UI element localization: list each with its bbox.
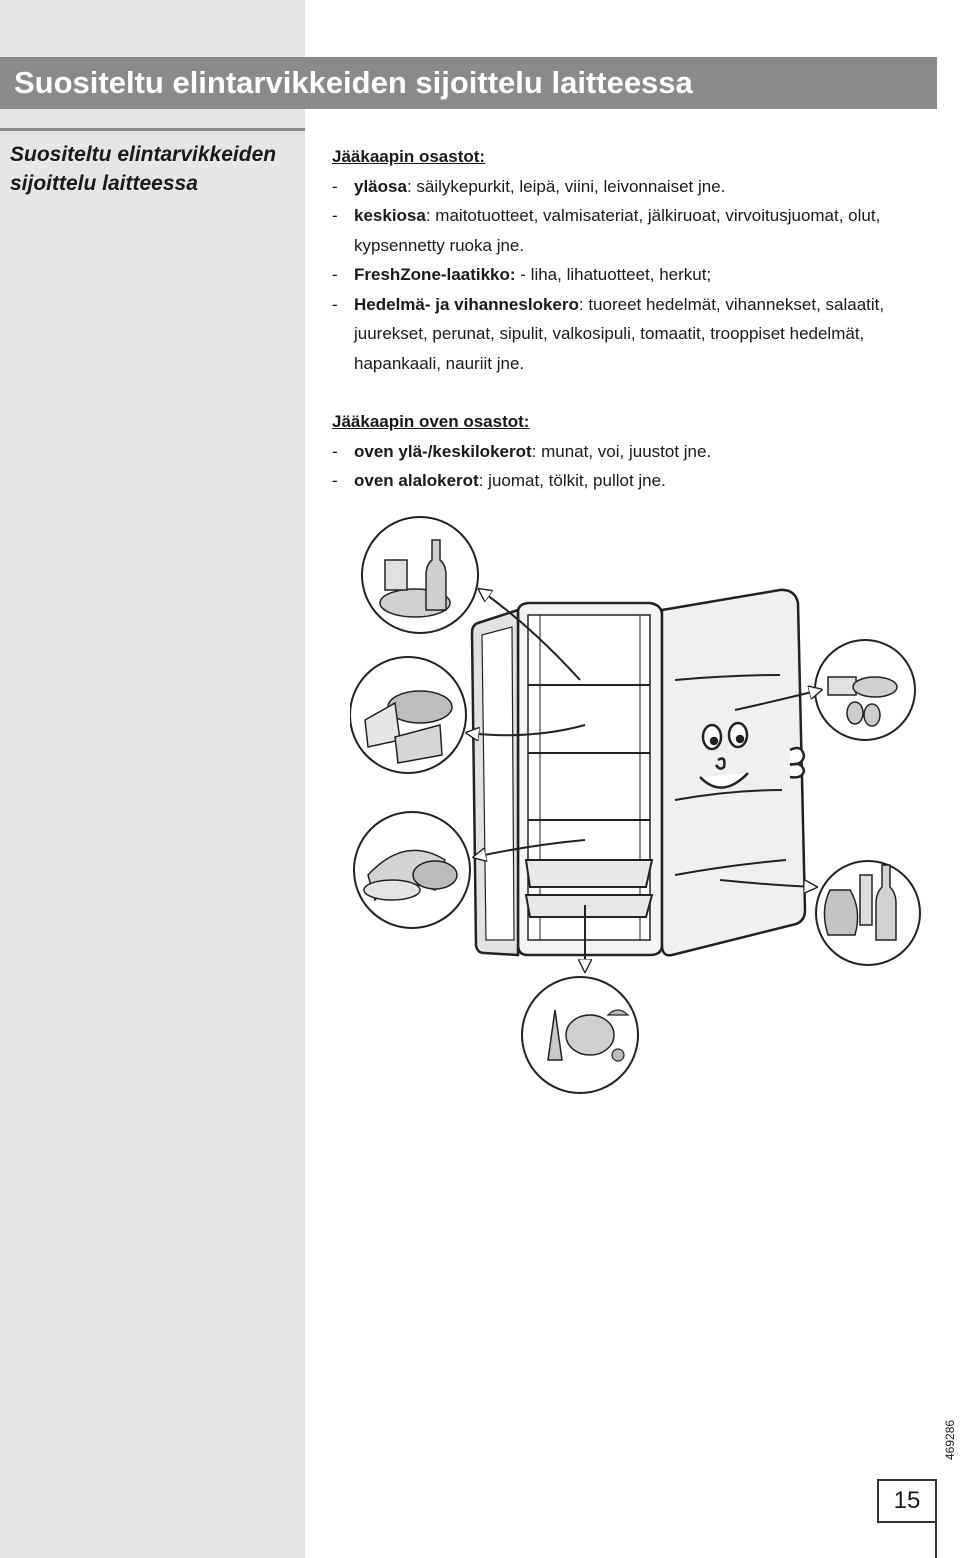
can-icon	[860, 875, 872, 925]
butter-icon	[828, 677, 856, 695]
side-rule	[0, 128, 305, 131]
door-sections-list	[332, 437, 942, 496]
page-number: 15	[877, 1479, 937, 1523]
document-number: 469286	[943, 1419, 957, 1460]
food-circle-top	[362, 517, 478, 633]
jug-icon	[824, 890, 857, 935]
food-circle-bottom	[522, 977, 638, 1093]
cheese-round-icon	[853, 677, 897, 697]
page-title: Suositeltu elintarvikkeiden sijoittelu laitteessa	[14, 65, 693, 100]
fridge-sections-list	[332, 172, 942, 379]
cherry-icon	[612, 1049, 624, 1061]
left-margin-band	[0, 0, 305, 1558]
list-item: - yläosa: säilykepurkit, leipä, viini, leivonnaiset jne.	[332, 172, 942, 202]
side-heading: Suositeltu elintarvikkeiden sijoittelu laitteessa	[10, 143, 277, 195]
can-icon	[385, 560, 407, 590]
food-circle-right-top	[815, 640, 915, 740]
sausage-icon	[413, 861, 457, 889]
egg-icon	[847, 702, 863, 724]
fridge-placement-illustration	[350, 515, 930, 1105]
fridge-icon	[472, 590, 805, 955]
egg-icon	[864, 704, 880, 726]
list-item: - oven alalokerot: juomat, tölkit, pullot jne.	[332, 466, 942, 496]
content-column	[332, 142, 942, 496]
page-number-rule	[935, 1479, 937, 1558]
list-item: - FreshZone-laatikko: - liha, lihatuotteet, herkut;	[332, 260, 942, 290]
food-circle-middle-left	[350, 657, 466, 773]
title-bar	[0, 57, 937, 109]
fridge-sections-heading: Jääkaapin osastot:	[332, 147, 486, 166]
food-circle-bottom-left	[354, 812, 470, 928]
list-item: - keskiosa: maitotuotteet, valmisateriat, jälkiruoat, virvoitusjuomat, olut, kypsennetty ruoka jne.	[332, 201, 942, 260]
cabbage-icon	[566, 1015, 614, 1055]
door-sections-heading: Jääkaapin oven osastot:	[332, 412, 530, 431]
list-item: - Hedelmä- ja vihanneslokero: tuoreet hedelmät, vihannekset, salaatit, juurekset, perunat, sipulit, valkosipuli, tomaatit, trooppiset hedelmät, hapankaali, nauriit jne.	[332, 290, 942, 379]
food-circle-right-bottom	[816, 861, 920, 965]
list-item: - oven ylä-/keskilokerot: munat, voi, juustot jne.	[332, 437, 942, 467]
